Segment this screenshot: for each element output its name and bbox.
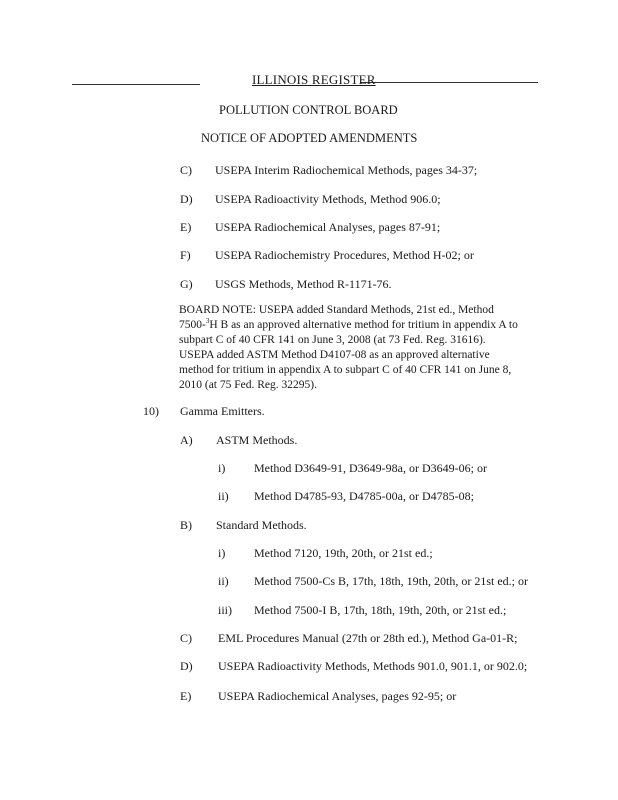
header-rule-left (72, 84, 200, 85)
sub-item-label: i) (218, 546, 226, 560)
sub-item-text: Method 7500-Cs B, 17th, 18th, 19th, 20th, or 21st ed.; or (254, 574, 528, 588)
list-item-text: USEPA Radiochemical Analyses, pages 87-91; (215, 220, 441, 234)
list-item-label: E) (180, 689, 192, 703)
list-item-text: USEPA Radioactivity Methods, Methods 901.0, 901.1, or 902.0; (218, 659, 528, 673)
board-note-line (179, 318, 549, 333)
list-item-label: F) (180, 248, 191, 262)
notice-title: NOTICE OF ADOPTED AMENDMENTS (201, 131, 418, 145)
sub-item-text: Method 7120, 19th, 20th, or 21st ed.; (254, 546, 433, 560)
list-item-label: C) (180, 163, 192, 177)
sub-item-label: ii) (218, 574, 229, 588)
sub-item-text: Method D3649-91, D3649-98a, or D3649-06; or (254, 461, 487, 475)
list-item-text: USEPA Radiochemical Analyses, pages 92-95; or (218, 689, 457, 703)
list-item-label: D) (180, 659, 193, 673)
section-heading: ASTM Methods. (216, 433, 298, 447)
board-title: POLLUTION CONTROL BOARD (219, 103, 398, 117)
sub-item-text: Method D4785-93, D4785-00a, or D4785-08; (254, 489, 474, 503)
section-label: A) (180, 433, 193, 447)
sub-item-label: i) (218, 461, 226, 475)
board-note (179, 303, 549, 393)
item-heading: Gamma Emitters. (180, 404, 265, 418)
sub-item-label: iii) (218, 603, 232, 617)
board-note-line: subpart C of 40 CFR 141 on June 3, 2008 (at 73 Fed. Reg. 31616). (179, 334, 486, 346)
list-item-label: E) (180, 220, 192, 234)
superscript: 3 (205, 317, 210, 326)
board-note-line: USEPA added ASTM Method D4107-08 as an approved alternative (179, 349, 490, 361)
list-item-text: USEPA Radioactivity Methods, Method 906.0; (215, 192, 441, 206)
list-item-label: D) (180, 192, 193, 206)
board-note-text: H B as an approved alternative method for tritium in appendix A to (209, 319, 518, 331)
list-item-text: EML Procedures Manual (27th or 28th ed.), Method Ga-01-R; (218, 631, 518, 645)
sub-item-text: Method 7500-I B, 17th, 18th, 19th, 20th, or 21st ed.; (254, 603, 507, 617)
section-label: B) (180, 518, 192, 532)
list-item-text: USGS Methods, Method R-1171-76. (215, 277, 392, 291)
sub-item-label: ii) (218, 489, 229, 503)
section-heading: Standard Methods. (216, 518, 307, 532)
board-note-line: method for tritium in appendix A to subpart C of 40 CFR 141 on June 8, (179, 364, 512, 376)
item-number: 10) (143, 404, 159, 418)
list-item-text: USEPA Interim Radiochemical Methods, pages 34-37; (215, 163, 478, 177)
list-item-text: USEPA Radiochemistry Procedures, Method H-02; or (215, 248, 474, 262)
list-item-label: C) (180, 631, 192, 645)
board-note-line: BOARD NOTE: USEPA added Standard Methods, 21st ed., Method (179, 304, 494, 316)
board-note-text: 7500- (179, 319, 206, 331)
register-title: ILLINOIS REGISTER (252, 72, 376, 87)
list-item-label: G) (180, 277, 193, 291)
board-note-line: 2010 (at 75 Fed. Reg. 32295). (179, 379, 317, 391)
header-rule-right (360, 82, 538, 83)
